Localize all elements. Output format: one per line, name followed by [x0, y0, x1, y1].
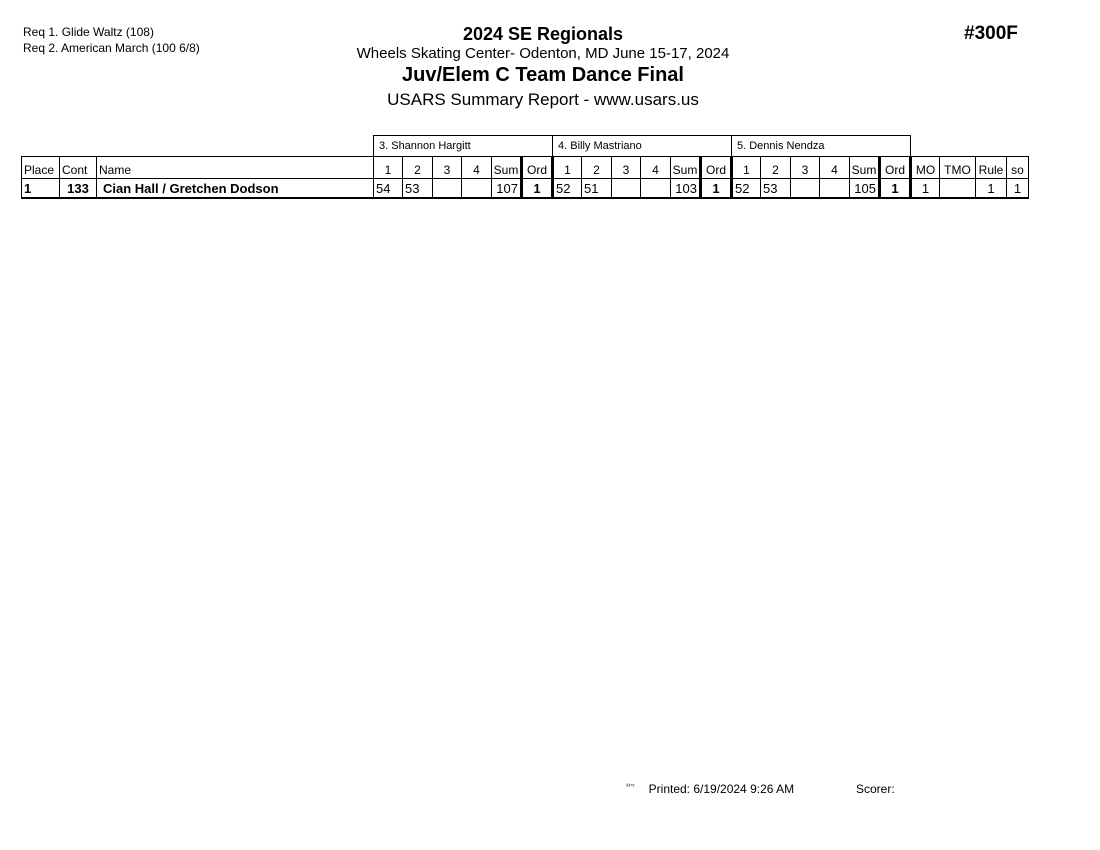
row-so: 1	[1007, 179, 1029, 199]
col-j4-score-3: 3	[612, 157, 641, 179]
row-j3-score-4	[462, 179, 492, 199]
table-row	[22, 179, 1029, 199]
scorer-label: Scorer:	[856, 782, 895, 796]
col-so: so	[1007, 157, 1029, 179]
col-j5-ord: Ord	[880, 157, 911, 179]
row-j4-score-1: 52	[553, 179, 582, 199]
col-j5-sum: Sum	[850, 157, 880, 179]
judge-5-name: 5. Dennis Nendza	[732, 136, 911, 157]
row-j3-score-2: 53	[403, 179, 433, 199]
row-j4-score-3	[612, 179, 641, 199]
row-j5-ord: 1	[880, 179, 911, 199]
row-j3-score-3	[433, 179, 462, 199]
col-j4-score-4: 4	[641, 157, 671, 179]
col-j3-ord: Ord	[522, 157, 553, 179]
requirement-1: Req 1. Glide Waltz (108)	[23, 25, 154, 39]
row-place: 1	[22, 179, 60, 199]
col-j3-sum: Sum	[492, 157, 522, 179]
col-place: Place	[22, 157, 60, 179]
venue-line: Wheels Skating Center- Odenton, MD June 15-17, 2024	[356, 45, 730, 62]
col-j3-score-4: 4	[462, 157, 492, 179]
row-j4-ord: 1	[701, 179, 732, 199]
col-j5-score-4: 4	[820, 157, 850, 179]
row-cont: 133	[60, 179, 97, 199]
event-title: Juv/Elem C Team Dance Final	[402, 64, 684, 86]
row-j4-sum: 103	[671, 179, 701, 199]
col-j4-ord: Ord	[701, 157, 732, 179]
row-j5-score-1: 52	[732, 179, 761, 199]
results-table	[21, 135, 1029, 199]
col-name: Name	[97, 157, 374, 179]
row-mo: 1	[911, 179, 940, 199]
page-title: 2024 SE Regionals	[462, 24, 624, 44]
col-j3-score-1: 1	[374, 157, 403, 179]
col-j5-score-3: 3	[791, 157, 820, 179]
col-tmo: TMO	[940, 157, 976, 179]
row-tmo	[940, 179, 976, 199]
event-number: #300F	[964, 23, 1018, 44]
judge-header-row	[22, 136, 1029, 157]
row-j5-sum: 105	[850, 179, 880, 199]
row-j4-score-2: 51	[582, 179, 612, 199]
judge-3-name: 3. Shannon Hargitt	[374, 136, 553, 157]
col-cont: Cont	[60, 157, 97, 179]
requirement-2: Req 2. American March (100 6/8)	[23, 41, 200, 55]
col-j4-score-2: 2	[582, 157, 612, 179]
row-j5-score-4	[820, 179, 850, 199]
col-j3-score-2: 2	[403, 157, 433, 179]
judge-4-name: 4. Billy Mastriano	[553, 136, 732, 157]
row-rule: 1	[976, 179, 1007, 199]
report-title: USARS Summary Report - www.usars.us	[387, 90, 699, 109]
col-rule: Rule	[976, 157, 1007, 179]
row-name: Cian Hall / Gretchen Dodson	[97, 179, 374, 199]
col-j5-score-1: 1	[732, 157, 761, 179]
col-j5-score-2: 2	[761, 157, 791, 179]
printed-timestamp: Printed: 6/19/2024 9:26 AM	[648, 782, 795, 796]
row-j3-sum: 107	[492, 179, 522, 199]
row-j3-ord: 1	[522, 179, 553, 199]
footer-code: ³³⁷⁵	[626, 784, 635, 790]
row-j5-score-3	[791, 179, 820, 199]
column-header-row	[22, 157, 1029, 179]
col-mo: MO	[911, 157, 940, 179]
col-j4-score-1: 1	[553, 157, 582, 179]
row-j5-score-2: 53	[761, 179, 791, 199]
col-j4-sum: Sum	[671, 157, 701, 179]
row-j3-score-1: 54	[374, 179, 403, 199]
col-j3-score-3: 3	[433, 157, 462, 179]
printed-line	[626, 782, 794, 796]
row-j4-score-4	[641, 179, 671, 199]
